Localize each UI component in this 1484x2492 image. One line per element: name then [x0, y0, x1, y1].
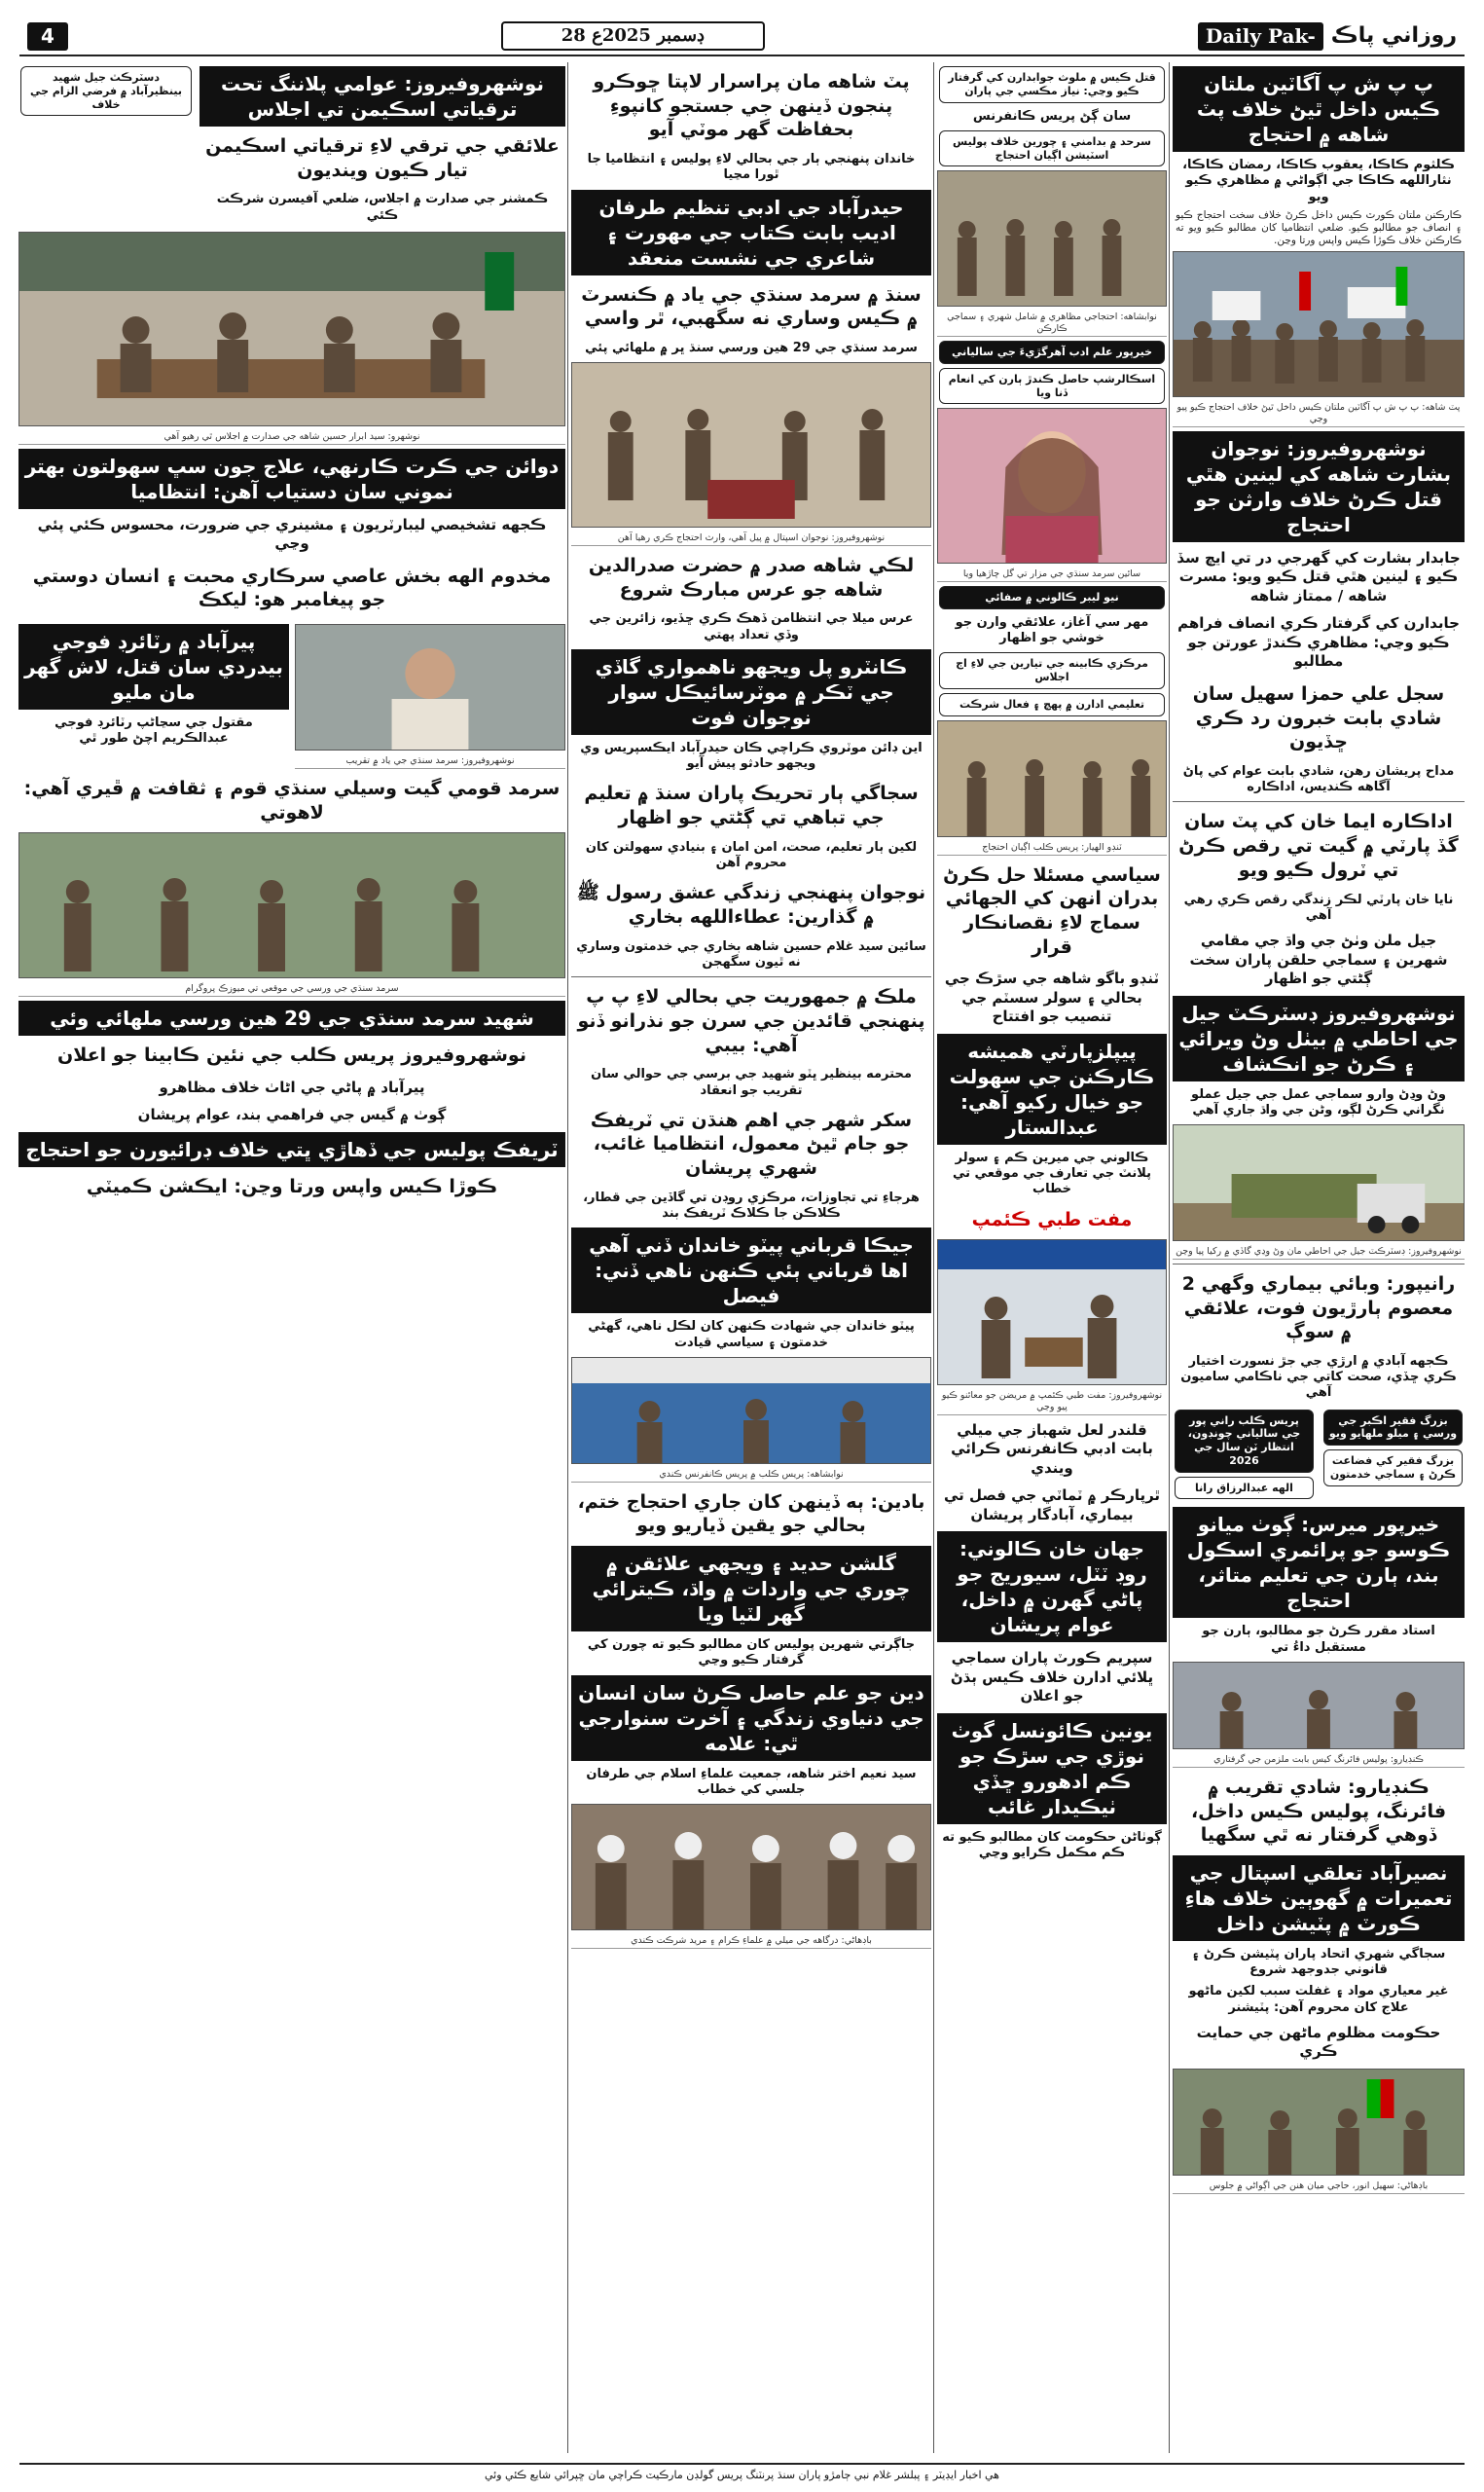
column-center-left — [571, 62, 931, 1949]
photo-caption: نوابشاهه: پريس ڪلب ۾ پريس ڪانفرنس ڪندي — [571, 1468, 931, 1483]
headline: جيل ملن وٺڻ جي واڌ جي مقامي شهرين ۽ سماجي حلقن پاران سخت ڳڻتي جو اظهار — [1189, 932, 1448, 987]
headline: پيپلزپارٽي هميشه ڪارڪنن جي سهولت جو خيال رکيو آهي: عبدالستار — [937, 1034, 1167, 1145]
medical-camp-photo — [937, 1239, 1167, 1385]
info-box: قتل ڪيس ۾ ملوث جوابدارن کي گرفتار ڪيو وڃي: نياز مڪسي جي پاران — [939, 66, 1165, 103]
subheadline: سيد نعيم اختر شاهه، جمعيت علماءِ اسلام جي طرفان جلسي کي خطاب — [586, 1766, 917, 1797]
info-box: تعليمي ادارن ۾ پهچ ۽ فعال شرڪت — [939, 693, 1165, 716]
headline: گلشن حديد ۽ ويجهي علائقن ۾ چوري جي واردات ۾ واڌ، ڪيترائي گهر لٽيا ويا — [571, 1546, 931, 1631]
headline: دين جو علم حاصل ڪرڻ سان انسان جي دنياوي زندگي ۽ آخرت سنوارجي ٿي: علامه — [571, 1675, 931, 1761]
school-photo — [1173, 1662, 1465, 1749]
headline: پيرآباد ۾ پاڻي جي اڻاٺ خلاف مظاهرو — [159, 1078, 425, 1096]
headline: نوشهروفيروز: عوامي پلاننگ تحت ترقياتي اسڪيمن تي اجلاس — [199, 66, 565, 127]
hospital-photo — [571, 362, 931, 528]
brand-urdu: روزاني پاڪ — [1330, 23, 1457, 49]
headline: اداڪاره ايما خان کي پٽ سان گڏ پارٽي ۾ گيت تي رقص ڪرڻ تي ٽرول ڪيو ويو — [1178, 811, 1459, 881]
headline: سجل علي حمزا سهيل سان شادي بابت خبرون رد ڪري ڇڏيون — [1192, 682, 1445, 753]
headline: نوجوان پنهنجي زندگي عشق رسول ﷺ ۾ گذارين: عطاءاللهه بخاري — [576, 882, 926, 928]
headline: نوشهروفيروز ڊسٽرڪٽ جيل جي احاطي ۾ بيٺل وڻ ويرائي ۽ ڪرڻ جو انڪشاف — [1173, 996, 1465, 1081]
photo-caption: نوابشاهه: احتجاجي مظاهري ۾ شامل شهري ۽ سماجي ڪارڪن — [937, 311, 1167, 337]
ceremony-photo — [18, 832, 565, 978]
column-center-right — [937, 62, 1167, 1865]
subheadline: نايا خان پارٽي لڪر زندگي رقص ڪري رهي آهي — [1183, 892, 1454, 923]
press-conference-photo — [571, 1357, 931, 1464]
headline: جيڪا قرباني پيٽو خاندان ڏني آهي اها قرباني ٻئي ڪنهن ناهي ڏني: فيصل — [571, 1228, 931, 1313]
photo-caption: ٽنڊو الهيار: پريس ڪلب اڳيان احتجاج — [937, 841, 1167, 856]
subheadline: مقتول جي سڃاڻپ رٽائرڊ فوجي عبدالڪريم اچڻ طور ٿي — [54, 715, 253, 747]
headline: مخدوم الهه بخش عاصي سرڪاري محبت ۽ انسان دوستي جو پيغامبر هو: ليکڪ — [32, 565, 552, 611]
photo-caption: نوشهرو: سيد ابرار حسين شاهه جي صدارت ۾ اجلاس ٿي رهيو آهي — [18, 430, 565, 445]
photo-caption: باڊهاڻي: درگاهه جي ميلي ۾ علماءِ ڪرام ۽ مريد شرڪت ڪندي — [571, 1934, 931, 1949]
protest-photo — [937, 170, 1167, 307]
headline: علائقي جي ترقي لاءِ ترقياتي اسڪيمن تيار ڪيون وينديون — [205, 135, 560, 181]
info-box: اسڪالرشپ حاصل ڪندڙ ٻارن کي انعام ڏنا ويا — [939, 368, 1165, 405]
subheadline: لکين ٻار تعليم، صحت، امن امان ۽ بنيادي سهولتن کان محروم آهن — [585, 839, 918, 871]
subheadline: ڪلثوم ڪاڪا، يعقوب ڪاڪا، رمضان ڪاڪا، نثاراللهه ڪاڪا جي اڳواڻي ۾ مظاهري ڪيو ويو — [1182, 158, 1455, 204]
info-box: پريس ڪلب راني پور جي سالياني چونڊون، انتظار ٽن سال جي 2026 — [1175, 1410, 1314, 1473]
protest-photo — [1173, 251, 1465, 397]
headline: حيدرآباد جي ادبي تنظيم طرفان اديب بابت ڪتاب جي مهورت ۽ شاعري جي نشست منعقد — [571, 190, 931, 275]
photo-caption: نوشهروفيروز: ڊسٽرڪٽ جيل جي احاطي مان وڻ وڍي گاڏي ۾ رکيا پيا وڃن — [1173, 1245, 1465, 1260]
imprint-footer: هي اخبار ايڊيٽر ۽ پبلشر غلام نبي ڄامڙو پاران سنڌ پرنٽنگ پريس گولڊن مارڪيٽ ڪراچي مان ڇپرائي شايع ڪئي وئي — [19, 2463, 1465, 2482]
headline: ٽنڊو باگو شاهه جي سڙڪ جي بحالي ۽ سولر سسٽم جي تنصيب جو افتتاح — [944, 970, 1160, 1026]
headline: سکر شهر جي اهم هنڌن تي ٽريفڪ جو جام ٿيڻ معمول، انتظاميا غائب، شهري پريشان — [590, 1109, 913, 1180]
subheadline: سان ڳڻ پريس ڪانفرنس — [972, 108, 1132, 124]
gathering-photo — [571, 1804, 931, 1930]
masthead — [19, 18, 1465, 56]
subheadline: وڻ وڍڻ وارو سماجي عمل جي جيل عملو نگراني ڪرڻ لڳو، وڻن جي واڌ جاري آهي — [1191, 1086, 1446, 1118]
headline: پٽ شاهه مان پراسرار لاپتا ڇوڪرو پنجون ڏينهن جي جستجو کانپوءِ بحفاظت گهر موٽي آيو — [593, 71, 910, 141]
subheadline: سجاگي شهري اتحاد پاران پٽيشن ڪرڻ ۽ قانوني جدوجهد شروع — [1191, 1946, 1446, 1978]
info-box: خيرپور علم ادب آهرگڙيءَ جي سالياني — [939, 341, 1165, 364]
headline: قلندر لعل شهباز جي ميلي بابت ادبي ڪانفرنس ڪرائي ويندي — [951, 1420, 1153, 1477]
woman-portrait-photo — [937, 408, 1167, 564]
headline: سياسي مسئلا حل ڪرڻ بدران انهن کي الجهائي سماج لاءِ نقصانڪار قرار — [943, 863, 1161, 958]
column-divider — [567, 62, 568, 2453]
headline: مفت طبي ڪئمپ — [971, 1208, 1133, 1230]
subheadline: جابدار بشارت کي گهرجي در تي ايچ سڏ ڪيو ۽ لينين هٿي قتل ڪيو ويو: مسرت شاهه / ممتاز شاهه — [1176, 548, 1461, 605]
subheadline: خاندان پنهنجي ٻار جي بحالي لاءِ پوليس ۽ انتظاميا جا ٿورا مڃيا — [587, 152, 916, 183]
subheadline: استاد مقرر ڪرڻ جو مطالبو، ٻارن جو مستقبل داءُ تي — [1202, 1624, 1435, 1655]
subheadline: مهر سي آغاز، علائقي وارن جو خوشي جو اظهار — [955, 614, 1149, 646]
brand-english: Daily Pak- — [1198, 22, 1323, 51]
subheadline: غير معياري مواد ۽ غفلت سبب لکين ماڻهو علاج کان محروم آهن: پٽيشنر — [1188, 1984, 1449, 2015]
headline: پ پ ش پ آگاٽين ملتان ڪيس داخل ٿيڻ خلاف پٽ شاهه ۾ احتجاج — [1173, 66, 1465, 152]
headline: ٿرپارڪر ۾ ٽماٽي جي فصل تي بيماري، آبادگار پريشان — [943, 1486, 1161, 1523]
headline: پيرآباد ۾ رٽائرڊ فوجي بيدردي سان قتل، لاش گهر مان مليو — [18, 624, 289, 710]
headline: سپريم ڪورٽ پاران سماجي ڀلائي ادارن خلاف ڪيس ٻڌڻ جو اعلان — [950, 1649, 1154, 1705]
headline: ملڪ ۾ جمهوريت جي بحالي لاءِ پ پ پنهنجي قائدين جي سرن جو نذرانو ڏنو آهي: بيبي — [577, 986, 925, 1056]
subheadline: اين ڊائن موٽروي ڪراچي ڪان حيدرآباد ايڪسپريس وي ويجهو حادثو پيش آيو — [580, 740, 923, 772]
subheadline: جابدارن کي گرفتار ڪري انصاف فراهم ڪيو وڃي: مظاهري ڪندڙ عورتن جو مطالبو — [1177, 614, 1460, 671]
headline: لڪي شاهه صدر ۾ حضرت صدرالدين شاهه جو عرس مبارڪ شروع — [588, 555, 915, 601]
issue-date: 28 ڊسمبر 2025ع — [501, 21, 765, 52]
photo-caption: نوشهروفيروز: نوجوان اسپتال ۾ پيل آهي، وارث احتجاج ڪري رهيا آهن — [571, 531, 931, 546]
subheadline: ڪمشنر جي صدارت ۾ اجلاس، ضلعي آفيسرن شرڪت ڪئي — [216, 192, 549, 223]
subheadline: هرجاءِ تي تجاوزات، مرڪزي روڊن تي گاڏين جي قطار، ڪلاڪن جا ڪلاڪ ٽريفڪ بند — [583, 1190, 920, 1222]
subheadline: جاڳرتي شهرين پوليس کان مطالبو ڪيو ته چورن کي گرفتار ڪيو وڃي — [587, 1637, 916, 1668]
column-right — [1173, 62, 1465, 2194]
photo-caption: نوشهروفيروز: مفت طبي ڪئمپ ۾ مريضن جو معائنو ڪيو پيو وڃي — [937, 1389, 1167, 1415]
article-body: ڪارڪنن ملتان ڪورٽ ڪيس داخل ڪرڻ خلاف سخت احتجاج ڪيو ۽ انصاف جو مطالبو ڪيو. ضلعي انتظاميا کان مطالبو ڪيو ويو ته ڪارڪنن خلاف ڪوڙا ڪيس واپس ورتا وڃن. — [1176, 208, 1462, 246]
headline: جهان خان ڪالوني: روڊ ٽٽل، سيوريج جو پاڻي گهرن ۾ داخل، عوام پريشان — [937, 1531, 1167, 1642]
headline: نوشهروفيروز پريس ڪلب جي نئين ڪابينا جو اعلان — [57, 1044, 526, 1067]
headline: ڳوٺ ۾ گيس جي فراهمي بند، عوام پريشان — [137, 1106, 447, 1124]
headline: دوائن جي ڪرت ڪارنهي، علاج جون سڀ سهولتون بهتر نموني سان دستياب آهن: انتظاميا — [18, 449, 565, 509]
info-box: بزرگ فقير کي فضاعت ڪرڻ ۽ سماجي خدمتون — [1323, 1449, 1463, 1486]
subheadline: پيٽو خاندان جي شهادت ڪنهن کان لڪل ناهي، گهڻي خدمتون ۽ سياسي قيادت — [588, 1319, 915, 1350]
photo-caption: پٽ شاهه: پ پ ش پ آگاٽين ملتان ڪيس داخل ٿيڻ خلاف احتجاج ڪيو پيو وڃي — [1173, 401, 1465, 427]
subheadline: سرمد سنڌي جي 29 هين ورسي سنڌ ڀر ۾ ملهائي پئي — [585, 340, 918, 355]
subheadline: عرس ميلا جي انتظامن ڏهڪ ڪري ڇڏيو، زائرين جي وڏي تعداد پهتي — [589, 611, 914, 642]
jail-trees-photo — [1173, 1124, 1465, 1241]
headline: سجاگي ٻار تحريڪ پاران سنڌ ۾ تعليم جي تباهي تي ڳڻتي جو اظهار — [584, 783, 919, 829]
info-box: مرڪزي ڪابينه جي تيارين جي لاءِ اڄ اجلاس — [939, 652, 1165, 689]
headline: خيرپور ميرس: ڳوٺ ميانو ڪوسو جو پرائمري اسڪول بند، ٻارن جي تعليم متاثر، احتجاج — [1173, 1507, 1465, 1618]
subheadline: محترمه بينظير ڀٽو شهيد جي برسي جي حوالي سان تقريب جو انعقاد — [591, 1067, 912, 1098]
headline: ڪنڊيارو: شادي تقريب ۾ فائرنگ، پوليس ڪيس داخل، ڏوهي گرفتار نه ٿي سگهيا — [1190, 1776, 1447, 1847]
headline: ڪوڙا ڪيس واپس ورتا وڃن: ايڪشن ڪميٽي — [86, 1175, 498, 1197]
procession-photo — [1173, 2069, 1465, 2176]
subheadline: ڪالوني جي ميرين ڪم ۽ سولر پلانٽ جي تعارف جي موقعي تي خطاب — [953, 1150, 1151, 1197]
info-box: الهه عبدالرزاق رانا — [1175, 1477, 1314, 1500]
subheadline: مداح پريشان رهن، شادي بابت عوام کي پاڻ آگاهه ڪنديس، اداڪاره — [1182, 763, 1455, 795]
column-divider — [1169, 62, 1170, 2453]
brand — [1198, 22, 1457, 51]
headline: سرمد قومي گيت وسيلي سنڌي قوم ۽ ثقافت ۾ ڦيري آهي: لاهوتي — [23, 778, 561, 824]
headline: ڪانٽرو پل ويجهو ناهمواري گاڏي جي ٽڪر ۾ موٽرسائيڪل سوار نوجوان فوت — [571, 649, 931, 735]
headline: سنڌ ۾ سرمد سنڌي جي ياد ۾ ڪنسرٽ ۾ ڪيس وساري نه سگهبي، ٿر واسي — [581, 283, 922, 330]
headline: نصيرآباد تعلقي اسپتال جي تعميرات ۾ گهوٻين خلاف هاءِ ڪورٽ ۾ پٽيشن داخل — [1173, 1855, 1465, 1941]
portrait-photo — [295, 624, 565, 751]
info-box: بزرگ فقير اڪبر جي ورسي ۽ ميلو ملهايو ويو — [1323, 1410, 1463, 1447]
column-divider — [933, 62, 934, 2453]
subheadline: ڪجهه تشخيصي ليبارٽريون ۽ مشينري جي ضرورت، محسوس ڪئي پئي وڃي — [37, 515, 547, 553]
info-box: نيو ليبر ڪالوني ۾ صفائي — [939, 586, 1165, 609]
meeting-photo — [18, 232, 565, 426]
headline: حڪومت مظلوم ماڻهن جي حمايت ڪري — [1196, 2023, 1441, 2061]
press-club-photo — [937, 720, 1167, 837]
headline: رانيپور: وبائي بيماري وگهي 2 معصوم ٻارڙيون فوت، علائقي ۾ سوڳ — [1181, 1272, 1456, 1343]
info-box: دسٽرڪٽ جيل شهيد بينظيرآباد ۾ فرضي الزام جي خلاف — [20, 66, 192, 116]
photo-caption: باڊهاڻي: سهيل انور، حاجي ميان هنن جي اڳواڻي ۾ جلوس — [1173, 2180, 1465, 2194]
subheadline: ڳوٺاڻن حڪومت کان مطالبو ڪيو ته ڪم مڪمل ڪرايو وڃي — [942, 1829, 1162, 1861]
photo-caption: سرمد سنڌي جي ورسي جي موقعي تي ميوزڪ پروگرام — [18, 982, 565, 997]
column-left — [18, 62, 565, 1207]
headline: يونين ڪائونسل گوٺ نوڙي جي سڙڪ جو ڪم ادهورو ڇڏي ٺيڪيدار غائب — [937, 1713, 1167, 1824]
photo-caption: ڪنڊيارو: پوليس فائرنگ کيس بابت ملزمن جي گرفتاري — [1173, 1753, 1465, 1768]
page-number: 4 — [27, 22, 68, 51]
headline: نوشهروفيروز: نوجوان بشارت شاهه کي لينين هٿي قتل ڪرڻ خلاف وارثن جو احتجاج — [1173, 431, 1465, 542]
subheadline: ڪجهه آبادي ۾ ارڙي جي جڙ نسورت اختيار ڪري ڇڏي، صحت کاتي جي ناڪامي ساميون آهي — [1180, 1353, 1457, 1401]
headline: ٽريفڪ پوليس جي ڏهاڙي ڀتي خلاف ڊرائيورن جو احتجاج — [18, 1132, 565, 1167]
photo-caption: سائين سرمد سنڌي جي مزار تي گل چاڙهيا ويا — [937, 568, 1167, 582]
info-box: سرحد ۾ بدامني ۽ چورين خلاف پوليس اسٽيشن اڳيان احتجاج — [939, 130, 1165, 167]
headline: بادين: ٻه ڏينهن کان جاري احتجاج ختم، بحالي جو يقين ڏياريو ويو — [577, 1490, 925, 1537]
headline: شهيد سرمد سنڌي جي 29 هين ورسي ملهائي وئي — [18, 1001, 565, 1036]
subheadline: سائين سيد غلام حسين شاهه بخاري جي خدمتون وساري نه ٿيون سگهجن — [576, 938, 926, 970]
photo-caption: نوشهروفيروز: سرمد سنڌي جي ياد ۾ تقريب — [295, 754, 565, 769]
